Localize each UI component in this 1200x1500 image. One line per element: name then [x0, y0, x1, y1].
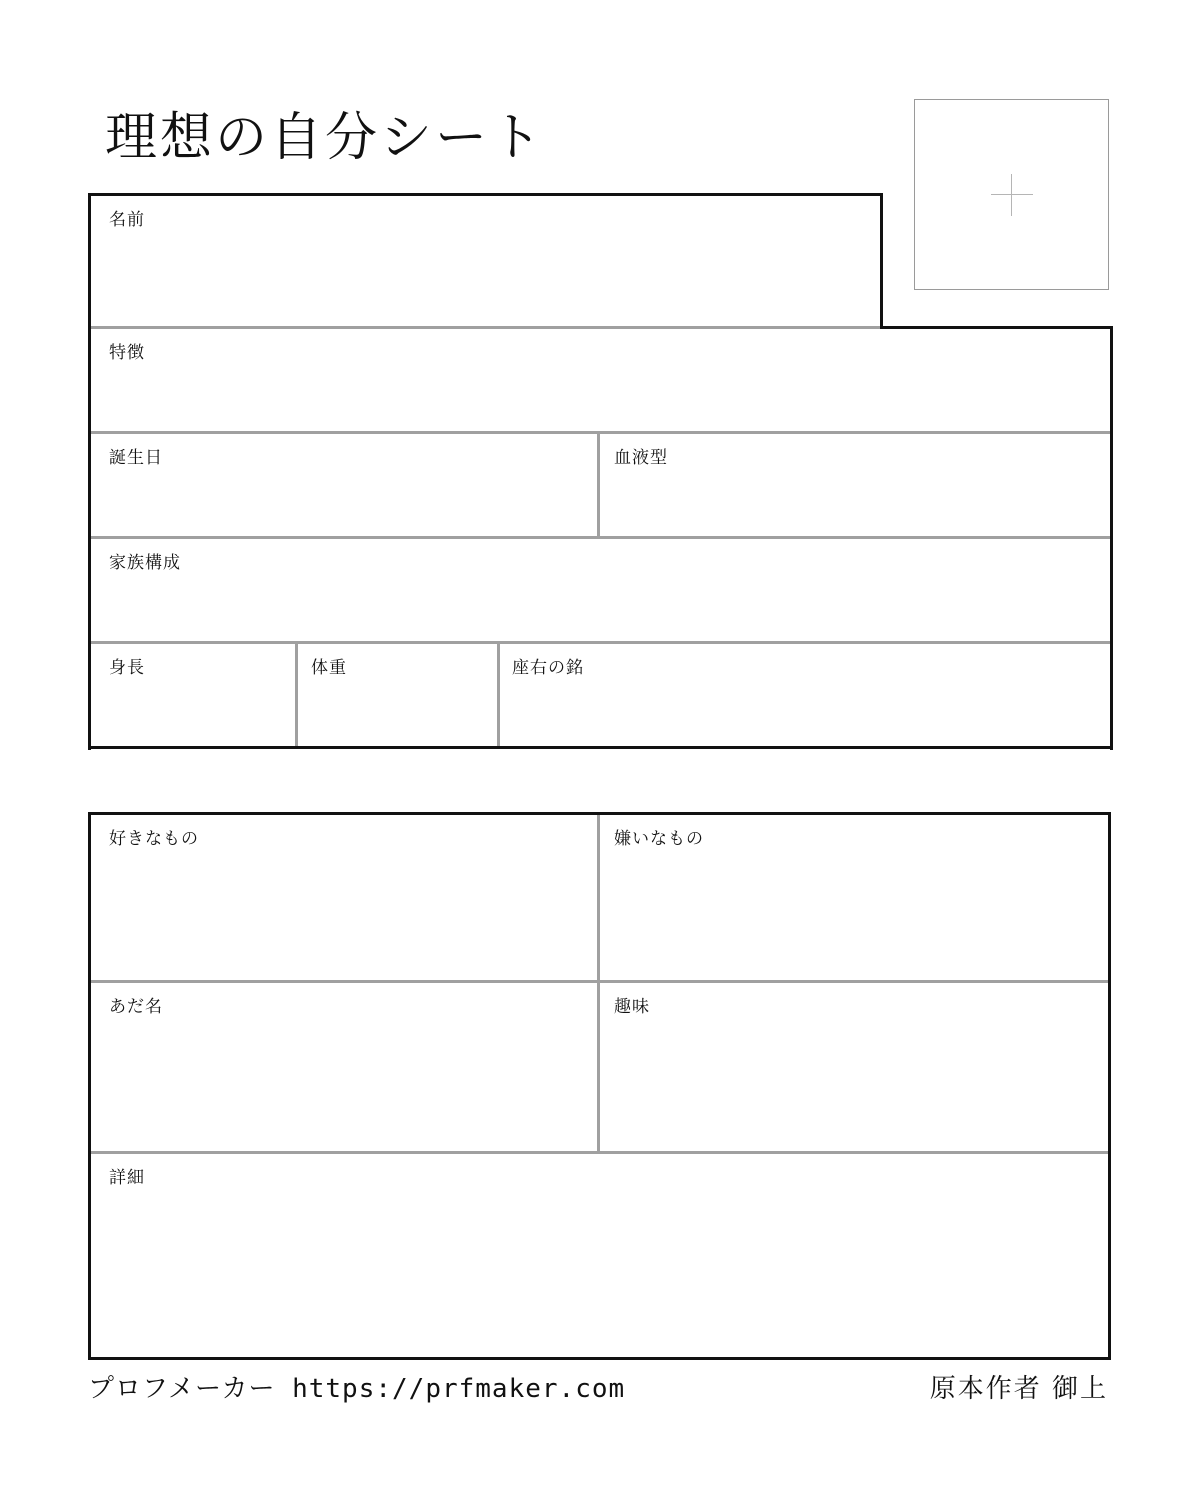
- field-name[interactable]: [91, 196, 880, 326]
- field-label-dislikes: 嫌いなもの: [614, 829, 704, 849]
- footer-credit-site: プロフメーカー https://prfmaker.com: [88, 1374, 626, 1404]
- field-label-birthday: 誕生日: [109, 448, 163, 468]
- field-weight[interactable]: [298, 644, 497, 746]
- field-label-motto: 座右の銘: [512, 658, 584, 678]
- field-label-hobby: 趣味: [614, 997, 650, 1017]
- field-label-features: 特徴: [109, 343, 145, 363]
- photo-upload-box[interactable]: [914, 99, 1109, 290]
- field-label-weight: 体重: [311, 658, 347, 678]
- frame-step-vertical: [880, 193, 883, 329]
- field-details[interactable]: [91, 1154, 1108, 1357]
- field-dislikes[interactable]: [600, 815, 1108, 980]
- field-height[interactable]: [91, 644, 295, 746]
- field-label-likes: 好きなもの: [109, 829, 199, 849]
- frame-right: [1110, 326, 1113, 750]
- field-nickname[interactable]: [91, 983, 597, 1151]
- field-label-name: 名前: [109, 210, 145, 230]
- field-family[interactable]: [91, 539, 1110, 641]
- page-title: 理想の自分シート: [105, 108, 546, 168]
- field-label-blood-type: 血液型: [614, 448, 668, 468]
- field-motto[interactable]: [500, 644, 1110, 746]
- field-likes[interactable]: [91, 815, 597, 980]
- field-birthday[interactable]: [91, 434, 597, 536]
- field-label-details: 詳細: [109, 1168, 145, 1188]
- plus-icon: [991, 174, 1033, 216]
- field-label-nickname: あだ名: [109, 997, 163, 1017]
- field-hobby[interactable]: [600, 983, 1108, 1151]
- field-blood-type[interactable]: [600, 434, 1110, 536]
- frame-bottom: [88, 746, 1113, 749]
- frame-right: [1108, 812, 1111, 1360]
- frame-bottom: [88, 1357, 1111, 1360]
- field-features[interactable]: [91, 329, 1110, 431]
- field-label-height: 身長: [109, 658, 145, 678]
- field-label-family: 家族構成: [109, 553, 181, 573]
- footer-credit-author: 原本作者 御上: [929, 1374, 1108, 1404]
